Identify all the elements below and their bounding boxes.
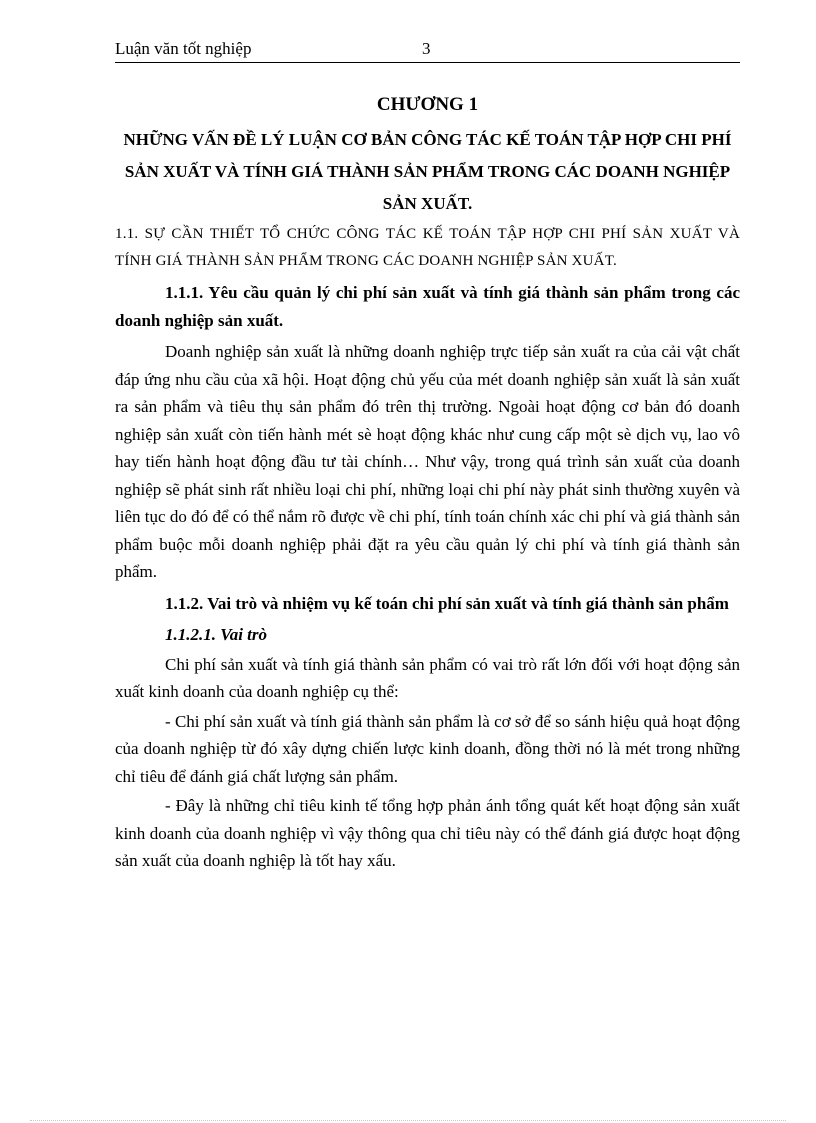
header-title: Luận văn tốt nghiệp: [115, 39, 252, 58]
page-header: [115, 38, 740, 62]
section-1-1-heading: 1.1. SỰ CẦN THIẾT TỔ CHỨC CÔNG TÁC KẾ TOÁN TẬP HỢP CHI PHÍ SẢN XUẤT VÀ TÍNH GIÁ THÀNH SẢN PHẨM TRONG CÁC DOANH NGHIỆP SẢN XUẤT.: [115, 226, 740, 269]
page-bottom-divider: [30, 1120, 786, 1121]
chapter-label: CHƯƠNG 1: [376, 94, 479, 115]
page-number: 3: [422, 39, 431, 58]
section-1-1-1-heading: 1.1.1. Yêu cầu quản lý chi phí sản xuất và tính giá thành sản phẩm trong các doanh nghiệp sản xuất.: [115, 283, 740, 330]
section-1-1-2-heading: 1.1.2. Vai trò và nhiệm vụ kế toán chi phí sản xuất và tính giá thành sản phẩm: [165, 593, 729, 613]
bullet-item: - Đây là những chỉ tiêu kinh tế tổng hợp phản ánh tổng quát kết hoạt động sản xuất kinh doanh của doanh nghiệp vì vậy thông qua chỉ tiêu này có thể đánh giá được hoạt động sản xuất của doanh nghiệp là tốt hay xấu.: [115, 796, 740, 870]
section-1-1-1-paragraph: Doanh nghiệp sản xuất là những doanh nghiệp trực tiếp sản xuất ra của cải vật chất đáp ứng nhu cầu của xã hội. Hoạt động chủ yếu của mét doanh nghiệp sản xuất là sản xuất ra sản phẩm và tiêu thụ sản phẩm đó trên thị trường. Ngoài hoạt động cơ bản đó doanh nghiệp sản xuất còn tiến hành mét sè hoạt động khác như cung cấp một sè dịch vụ, lao vô hay tiến hành hoạt động đầu tư tài chính… Như vậy, trong quá trình sản xuất của doanh nghiệp sẽ phát sinh rất nhiều loại chi phí, những loại chi phí này phát sinh thường xuyên và liên tục do đó để có thể nắm rõ được về chi phí, tính toán chính xác chi phí và giá thành sản phẩm buộc mỗi doanh nghiệp phải đặt ra yêu cầu quản lý chi phí và tính giá thành sản phẩm.: [115, 342, 740, 581]
section-1-1-2-1-heading: 1.1.2.1. Vai trò: [165, 625, 268, 644]
section-1-1-2-intro: Chi phí sản xuất và tính giá thành sản phẩm có vai trò rất lớn đối với hoạt động sản xuất kinh doanh của doanh nghiệp cụ thể:: [115, 654, 740, 701]
bullet-item: - Chi phí sản xuất và tính giá thành sản phẩm là cơ sở để so sánh hiệu quả hoạt động của doanh nghiệp từ đó xây dựng chiến lược kinh doanh, đồng thời nó là mét trong những chỉ tiêu để đánh giá chất lượng sản phẩm.: [115, 711, 740, 786]
chapter-title: NHỮNG VẤN ĐỀ LÝ LUẬN CƠ BẢN CÔNG TÁC KẾ TOÁN TẬP HỢP CHI PHÍ SẢN XUẤT VÀ TÍNH GIÁ THÀNH SẢN PHẨM TRONG CÁC DOANH NGHIỆP SẢN XUẤT.: [123, 130, 732, 213]
document-body: [115, 90, 740, 875]
header-divider: [115, 62, 740, 63]
